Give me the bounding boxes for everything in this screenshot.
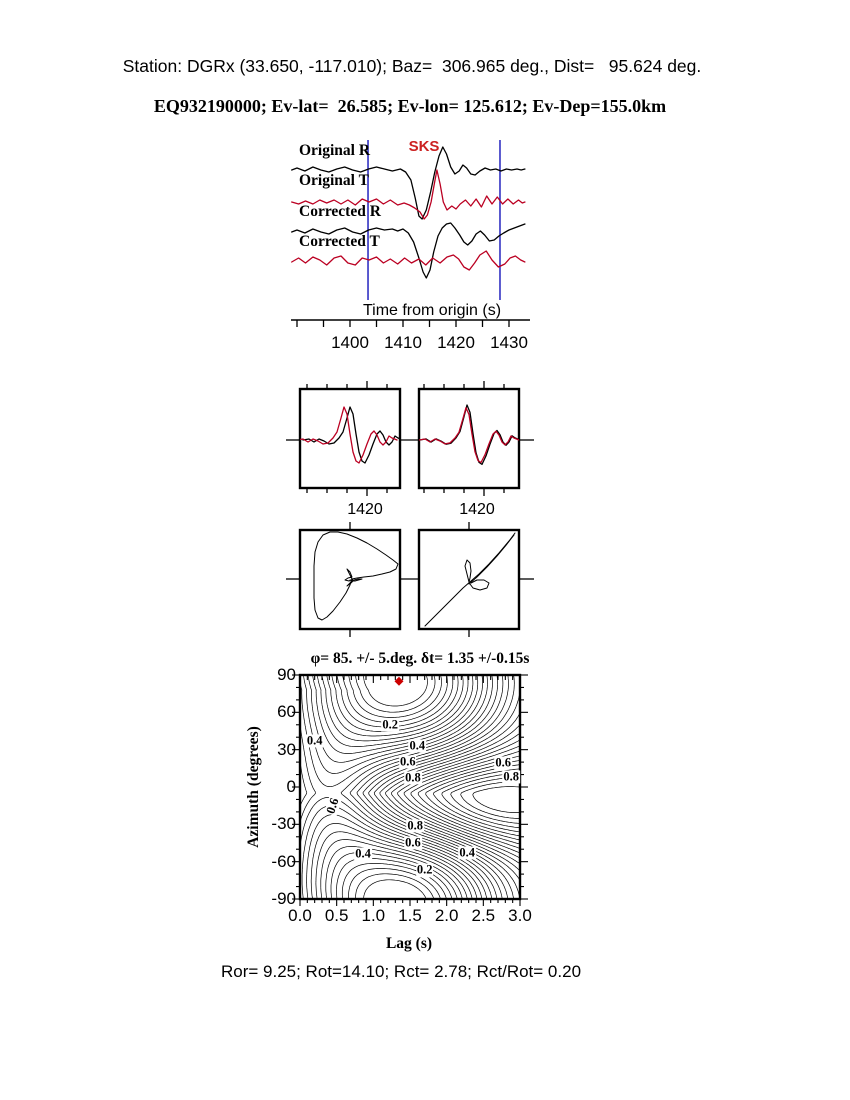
- azimuth-tick-label: 0: [286, 777, 296, 796]
- fast-wave-1: [419, 408, 519, 463]
- lag-axis-title: Lag (s): [385, 935, 433, 952]
- contour-value-label: 0.2: [416, 862, 433, 877]
- lag-tick-label: 0.5: [324, 906, 349, 925]
- azimuth-tick-label: -30: [271, 814, 296, 834]
- particle-motion-frame: [419, 530, 519, 629]
- contour-title: φ= 85. +/- 5.deg. δt= 1.35 +/-0.15s: [310, 650, 530, 667]
- time-tick-label: 1400: [331, 333, 369, 352]
- time-tick-label: 1410: [384, 333, 422, 352]
- contour-value-label: 0.2: [382, 717, 398, 732]
- contour-value-label: 0.6: [495, 755, 511, 770]
- comparison-box-frame: [419, 389, 519, 488]
- time-tick-label: 1430: [490, 333, 528, 352]
- station-title: Station: DGRx (33.650, -117.010); Baz= 306.965 deg., Dist= 95.624 deg.: [122, 56, 702, 76]
- azimuth-tick-label: 90: [277, 665, 296, 684]
- lag-tick-label: 1.0: [361, 906, 386, 925]
- azimuth-tick-label: -60: [271, 851, 296, 871]
- energy-ratio-stats: Ror= 9.25; Rot=14.10; Rct= 2.78; Rct/Rot= 0.20: [220, 962, 582, 981]
- trace-label-original-t: Original T: [299, 172, 369, 189]
- slow-wave-0: [303, 407, 403, 463]
- contour-value-label: 0.8: [503, 769, 519, 784]
- slow-wave-1: [420, 405, 520, 464]
- azimuth-tick-label: -90: [271, 889, 296, 908]
- azimuth-tick-label: 60: [277, 702, 296, 722]
- contour-value-label: 0.8: [405, 770, 421, 785]
- contour-value-label: 0.6: [405, 835, 421, 850]
- contour-value-label: 0.4: [355, 846, 371, 861]
- fast-wave-0: [297, 407, 397, 463]
- trace-label-corrected-t: Corrected T: [299, 233, 380, 250]
- waveform-trace-3: [292, 251, 525, 270]
- comparison-box1-time-label: 1420: [347, 501, 383, 518]
- comparison-box2-time-label: 1420: [459, 501, 495, 518]
- lag-tick-label: 0.0: [288, 906, 312, 925]
- contour-value-label: 0.6: [399, 754, 416, 769]
- time-axis-title: Time from origin (s): [362, 302, 502, 319]
- azimuth-axis-title: Azimuth (degrees): [245, 726, 262, 848]
- contour-value-label: 0.8: [407, 818, 423, 832]
- contour-value-label: 0.4: [306, 733, 323, 748]
- pm-petal-after: [465, 560, 471, 582]
- contour-value-label: 0.4: [409, 738, 426, 753]
- phase-arrival-label: SKS: [408, 138, 440, 155]
- pm-loop-before: [314, 532, 398, 620]
- time-tick-label: 1420: [437, 333, 475, 352]
- azimuth-tick-label: 30: [277, 739, 296, 759]
- lag-tick-label: 2.0: [434, 906, 459, 925]
- contour-value-label: 0.6: [323, 795, 342, 816]
- pm-small-loop-after: [470, 580, 489, 590]
- event-title: EQ932190000; Ev-lat= 26.585; Ev-lon= 125.612; Ev-Dep=155.0km: [153, 96, 667, 116]
- contour-value-label: 0.4: [459, 845, 475, 860]
- trace-label-original-r: Original R: [299, 142, 371, 159]
- lag-tick-label: 1.5: [398, 906, 422, 925]
- lag-tick-label: 2.5: [471, 906, 496, 925]
- contour-lines: [300, 675, 520, 899]
- lag-tick-label: 3.0: [508, 906, 532, 925]
- trace-label-corrected-r: Corrected R: [299, 203, 381, 220]
